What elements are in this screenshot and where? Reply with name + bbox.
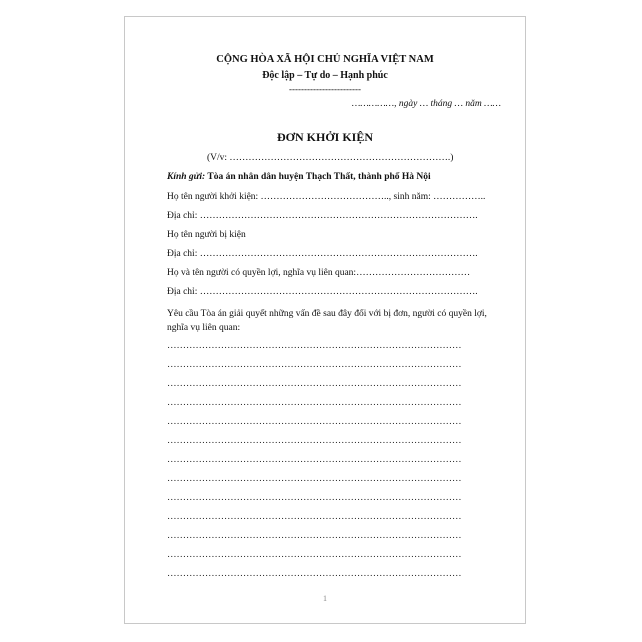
plaintiff-address-field: Địa chỉ: ……………………………………………………………………………. (167, 211, 478, 221)
blank-line: ………………………………………………………………………………… (167, 360, 462, 370)
defendant-address-field: Địa chỉ: ……………………………………………………………………………. (167, 249, 478, 259)
blank-line: ………………………………………………………………………………… (167, 455, 462, 465)
related-party-name-field: Họ và tên người có quyền lợi, nghĩa vụ liên quan:……………………………… (167, 268, 471, 278)
blank-line: ………………………………………………………………………………… (167, 417, 462, 427)
blank-line: ………………………………………………………………………………… (167, 341, 462, 351)
blank-line: ………………………………………………………………………………… (167, 379, 462, 389)
page-number: 1 (323, 594, 327, 603)
recipient-label: Kính gửi: (167, 172, 206, 182)
header-divider: ------------------------ (289, 84, 361, 94)
blank-line: ………………………………………………………………………………… (167, 398, 462, 408)
request-paragraph: Yêu cầu Tòa án giải quyết những vấn đề sau đây đối với bị đơn, người có quyền lợi, nghĩa vụ liên quan: (167, 309, 487, 333)
document-title: ĐƠN KHỞI KIỆN (276, 130, 373, 144)
document-page (124, 16, 526, 624)
blank-line: ………………………………………………………………………………… (167, 569, 462, 579)
recipient-value: Tòa án nhân dân huyện Thạch Thất, thành phố Hà Nội (207, 172, 431, 182)
blank-line: ………………………………………………………………………………… (167, 550, 462, 560)
plaintiff-name-field: Họ tên người khởi kiện: ………………………………….., sinh năm: …………….. (167, 192, 486, 202)
subject-line: (V/v: …………………………………………………………….) (207, 153, 454, 163)
blank-line: ………………………………………………………………………………… (167, 531, 462, 541)
related-party-address-field: Địa chỉ: ……………………………………………………………………………. (167, 287, 478, 297)
date-line: ……………, ngày … tháng … năm …… (351, 99, 501, 109)
blank-line: ………………………………………………………………………………… (167, 436, 462, 446)
recipient-line (167, 172, 431, 182)
blank-line: ………………………………………………………………………………… (167, 493, 462, 503)
national-motto: Độc lập – Tự do – Hạnh phúc (262, 70, 388, 81)
blank-line: ………………………………………………………………………………… (167, 512, 462, 522)
defendant-name-field: Họ tên người bị kiện (167, 230, 246, 240)
blank-line: ………………………………………………………………………………… (167, 474, 462, 484)
national-title: CỘNG HÒA XÃ HỘI CHỦ NGHĨA VIỆT NAM (216, 54, 434, 65)
